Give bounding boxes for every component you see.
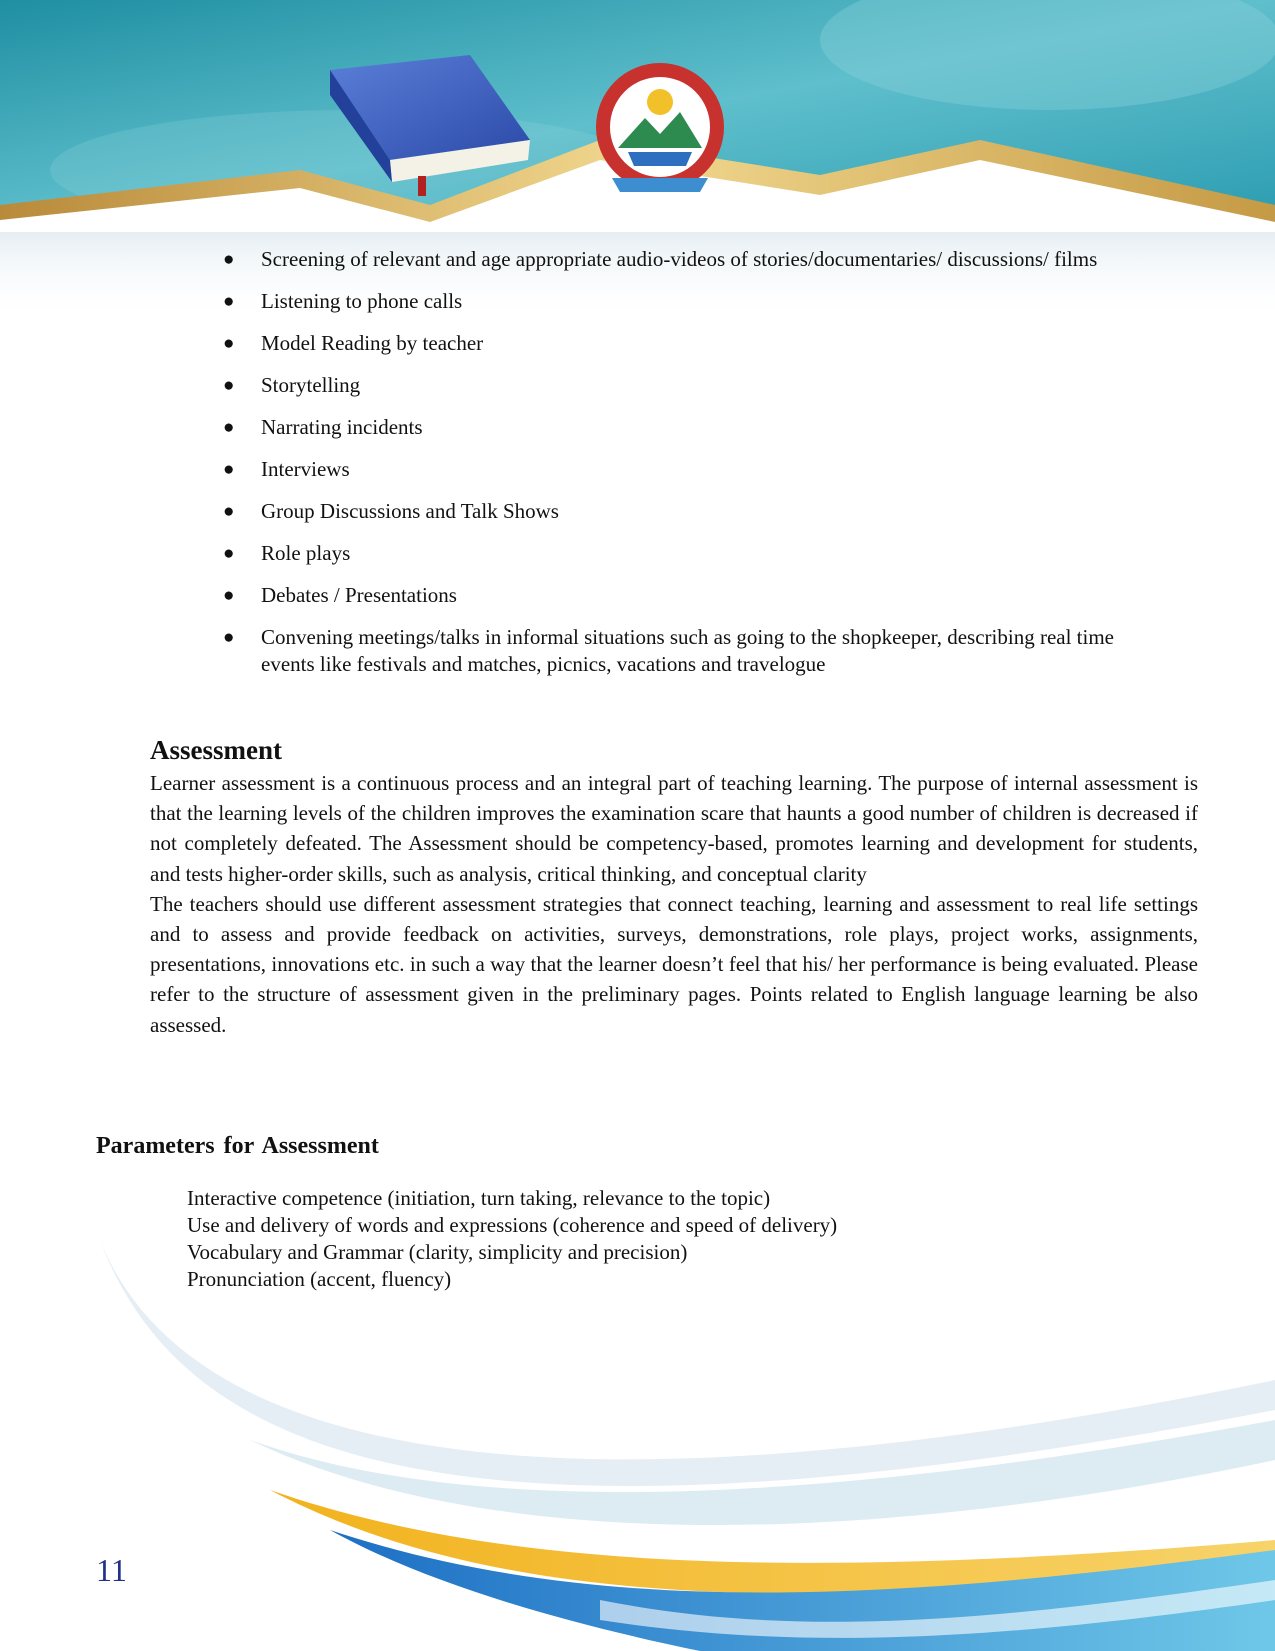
page-number: 11 (96, 1552, 127, 1588)
assessment-heading: Assessment (150, 735, 282, 765)
list-item: ● Model Reading by teacher (223, 331, 484, 355)
list-item: ● Storytelling (223, 373, 361, 397)
bullet-icon: ● (223, 585, 235, 606)
list-item: ● Listening to phone calls (223, 289, 463, 313)
parameter-item: Vocabulary and Grammar (clarity, simplicity and precision) (187, 1240, 688, 1264)
bullet-icon: ● (223, 627, 235, 648)
bullet-icon: ● (223, 543, 235, 564)
bullet-icon: ● (223, 375, 235, 396)
list-item: ● Convening meetings/talks in informal situations such as going to the shopkeeper, describing real time events like festivals and matches, picnics, vacations and travelogue (223, 625, 1114, 676)
parameter-item: Use and delivery of words and expressions (coherence and speed of delivery) (187, 1213, 838, 1237)
list-item: ● Screening of relevant and age appropriate audio-videos of stories/documentaries/ discussions/ films (223, 247, 1098, 271)
bullet-icon: ● (223, 417, 235, 438)
list-item: ● Role plays (223, 541, 351, 565)
footer-wave (0, 1240, 1275, 1651)
assessment-body (150, 768, 1198, 1040)
bullet-icon: ● (223, 333, 235, 354)
parameter-item: Pronunciation (accent, fluency) (187, 1267, 452, 1291)
list-item: ● Narrating incidents (223, 415, 423, 439)
list-item: ● Group Discussions and Talk Shows (223, 499, 559, 523)
bullet-icon: ● (223, 459, 235, 480)
bullet-icon: ● (223, 249, 235, 270)
bullet-icon: ● (223, 501, 235, 522)
list-item: ● Interviews (223, 457, 350, 481)
board-logo (596, 63, 724, 192)
assessment-paragraph: Learner assessment is a continuous process and an integral part of teaching learning. The purpose of internal assessment is that the learning levels of the children improves the examination scare that haunts a good number of children is decreased if not completely defeated. The Assessment should be competency-based, promotes learning and development for students, and tests higher-order skills, such as analysis, critical thinking, and conceptual clarity (150, 771, 1198, 886)
parameters-list (187, 1185, 837, 1293)
list-item: ● Debates / Presentations (223, 583, 457, 607)
activity-list (220, 246, 1150, 693)
assessment-paragraph: The teachers should use different assessment strategies that connect teaching, learning and assessment to real life settings and to assess and provide feedback on activities, surveys, demonstrations, role plays, project works, assignments, presentations, innovations etc. in such a way that the learner doesn’t feel that his/ her performance is being evaluated. Please refer to the structure of assessment given in the preliminary pages. Points related to English language learning be also assessed. (150, 891, 1198, 1037)
bullet-icon: ● (223, 291, 235, 312)
parameter-item: Interactive competence (initiation, turn taking, relevance to the topic) (187, 1186, 771, 1210)
parameters-heading: Parameters for Assessment (96, 1133, 379, 1159)
